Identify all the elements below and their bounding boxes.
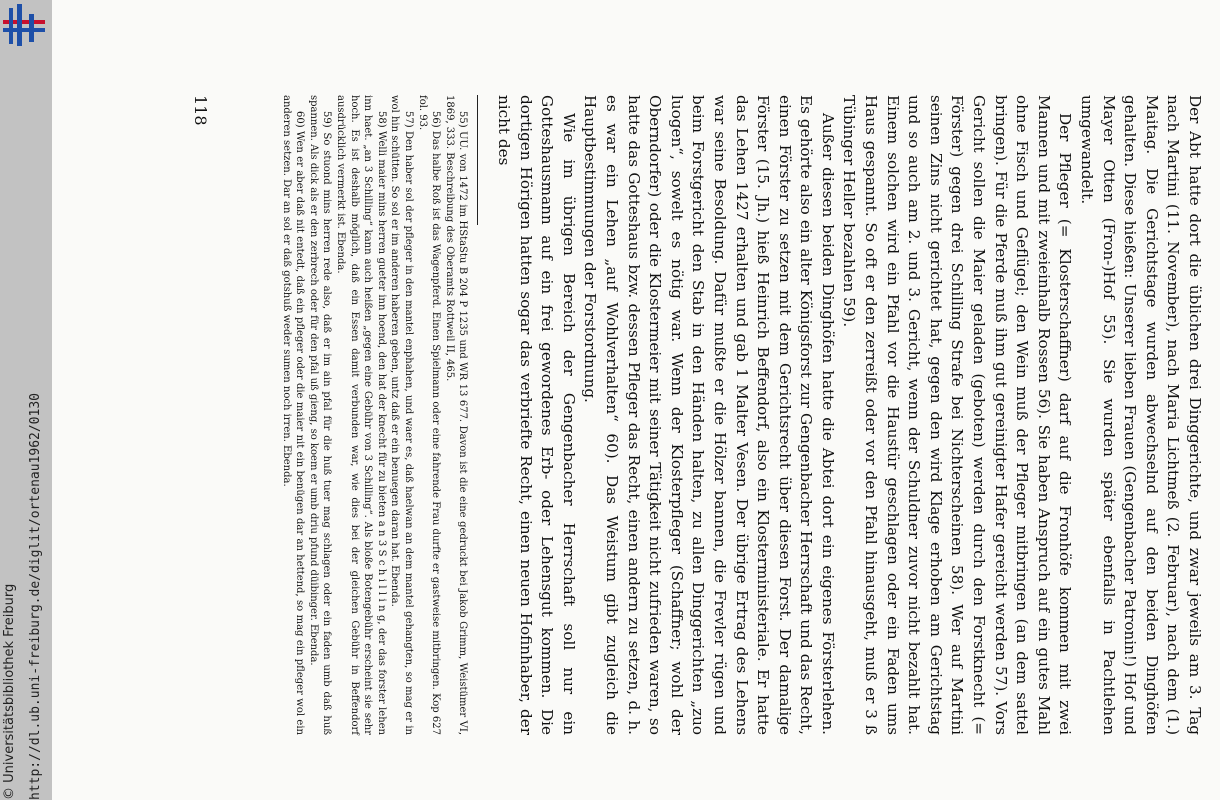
paragraph: Wie im übrigen Bereich der Gengenbacher Herrschaft soll nur ein Gotteshausmann auf ein frei gewordenes Erb- oder Lehensgut kommen. Die dortigen Hörigen hatten sogar das verbriefte Recht, einen neuen Hofinhaber, der nicht des [495, 95, 578, 735]
footnote: 60) Wen er aber daß nit entedt, daß ein pfleger oder die maier nit ein benügen dar an hettend, so mag ein pfleger wol ein anderen setzen. Dar an sol er daß gotshuß weder sumen noch irren. Ebenda. [280, 95, 306, 735]
footnote: 59) So stuond mins herren rede also, daß er im ain pfal für die huß tuer mag schlagen oder ein faden umb daß huß spannen. Als dick als er den zerbrech oder für den pfal uß gieng, so koem er umb driu pfund düibinger. Ebenda. [307, 95, 333, 735]
main-text [279, 95, 1205, 735]
footnote-divider [477, 95, 478, 225]
paragraph: Der Pfleger (= Klosterschaffner) darf auf die Fronhöfe kommen mit zwei Mannen und mit zweieinhalb Rossen 56). Sie haben Anspruch auf ein gutes Mahl ohne Fisch und Geflügel; den Wein muß der Pfleger mitbringen (an dem sattel bringen). Für die Pferde muß ihm gut gereinigter Hafer gereicht werden 57). Vors Gericht sollen die Maier geladen (geboten) werden durch den Forstknecht (= Förster) gegen drei Schilling Strafe bei Nichterscheinen 58). Wer auf Martini seinen Zins nicht gerichtet hat, gegen den wird Klage erhoben am Gerichtstag und so auch am 2. und 3. Gericht, wenn der Schuldner zuvor nicht bezahlt hat. Einem solchen wird ein Pfahl vor die Haustür geschlagen oder ein Faden ums Haus gespannt. So oft er den zerreißt oder vor den Pfahl hinausgeht, muß er 3 ß Tübinger Heller bezahlen 59). [840, 95, 1075, 735]
footnote: 58) Welli maier mins herren gueter inn hoend, den hat der knecht für zu bieten a n 3 S c h i l l i n g, der das forster lehen inn haet. „an 3 Schilling“ kann auch heißen „gegen eine Gebühr von 3 Schilling“. Als bloße Botengebühr erscheint sie sehr hoch. Es ist deshalb möglich, daß ein Essen damit verbunden war, wie dies bei der gleichen Gebühr in Beffendorf ausdrücklich vermerkt ist. Ebenda. [335, 95, 387, 735]
scanned-page [52, 0, 1220, 800]
paragraph: Außer diesen beiden Dinghöfen hatte die Abtei dort ein eigenes Försterlehen. Es gehörte also ein alter Königsforst zur Gengenbacher Herrschaft und das Recht, einen Förster zu setzen mit dem Gerichtsrecht über diesen Forst. Der damalige Förster (15. Jh.) hieß Heinrich Beffendorf, also ein Klosterministeriale. Er hatte das Lehen 1427 erhalten und gab 1 Malter Vesen. Der übrige Ertrag des Lehens war seine Besoldung. Dafür mußte er die Hölzer bannen, die Frevler rügen und beim Forstgericht den Stab in den Händen halten, zu allen Dinggerichten „zuo luogen“, sowelt es nötig war. Wenn der Klosterpfleger (Schaffner; wohl der Oberndorfer) oder die Klostermeier mit seiner Tätigkeit nicht zufrieden waren, so hatte das Gotteshaus bzw. dessen Pfleger das Recht, einen andern zu setzen, d. h. es war ein Lehen „auf Wohlverhalten“ 60). Das Weistum gibt zugleich die Hauptbestimmungen der Forstordnung. [581, 95, 837, 735]
copyright-notice: © Universitätsbibliothek Freiburg [2, 583, 17, 800]
viewer-sidebar [0, 0, 52, 800]
page-number: 118 [191, 95, 210, 126]
rotated-page-content [52, 0, 1220, 800]
footnote: 55) UU. von 1472 im HStaStu B 204 P 1235 und WR 13 677. Davon ist die eine gedruckt bei Jakob Grimm, Weistümer VI, 1869, 333. Beschreibung des Oberamts Rottweil II, 465. [443, 95, 469, 735]
footnote: 57) Den haber sol der pfleger in den mantel enphahen, und waer es, daß haelwan an dem mantel gehangten, so mag er in wol hin schütten. So sol er im anderen haberen geben, untz daß er ein benuegen daran hat. Ebenda. [389, 95, 415, 735]
paragraph: Der Abt hatte dort die üblichen drei Dinggerichte, und zwar jeweils am 3. Tag nach Martini (11. November), nach Maria Lichtmeß (2. Februar), nach dem (1.) Maitag. Die Gerichtstage wurden abwechselnd auf den beiden Dinghöfen gehalten. Diese hießen: Unserer lieben Frauen (Gengenbacher Patronin!) Hof und Mayer Otten (Fron-)Hof 55). Sie wurden später ebenfalls in Pachtlehen umgewandelt. [1078, 95, 1204, 735]
document-url[interactable]: http://dl.ub.uni-freiburg.de/diglit/ortenau1962/0130 [28, 393, 43, 800]
footnote: 56) Das halbe Roß ist das Wagenpferd. Einen Spielmann oder eine fahrende Frau durfte er gastweise mitbringen. Kop 627 fol. 93. [416, 95, 442, 735]
